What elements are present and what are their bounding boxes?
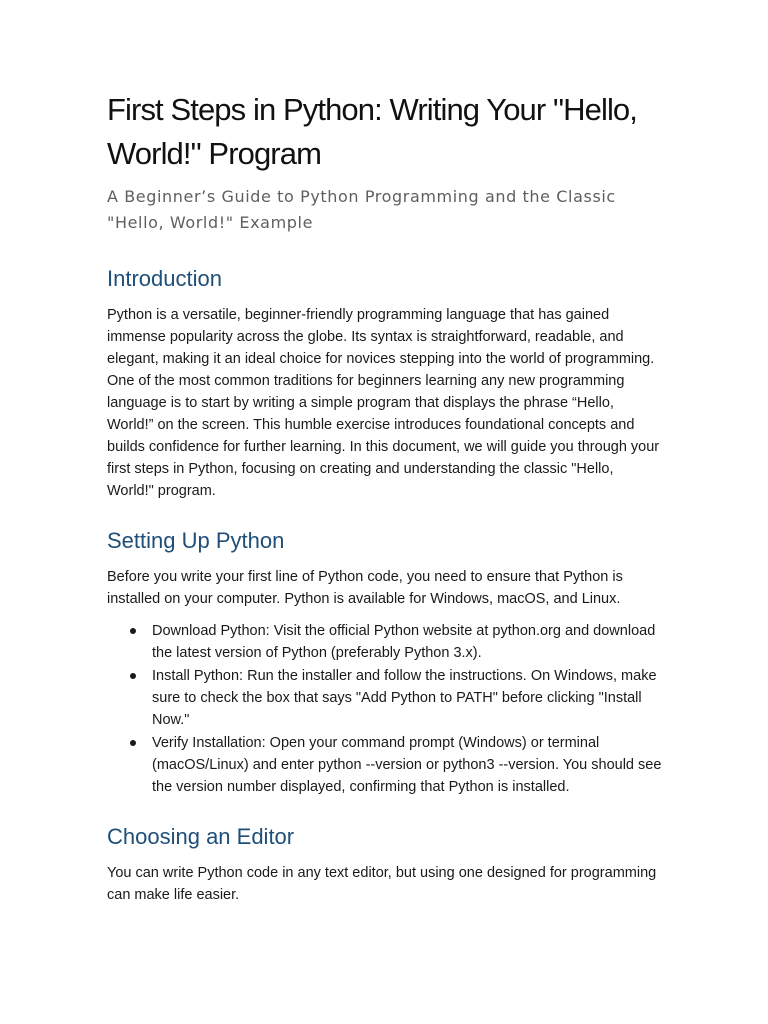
document-page	[107, 88, 663, 906]
list-item-text: Verify Installation: Open your command prompt (Windows) or terminal (macOS/Linux) and enter python --version or python3 --version. You should see the version number displayed, confirming that Python is installed.	[152, 735, 662, 795]
introduction-paragraph: Python is a versatile, beginner-friendly programming language that has gained immense popularity across the globe. Its syntax is straightforward, readable, and elegant, making it an ideal choice for novices stepping into the world of programming. One of the most common traditions for beginners learning any new programming language is to start by writing a simple program that displays the phrase “Hello, World!” on the screen. This humble exercise introduces foundational concepts and builds confidence for further learning. In this document, we will guide you through your first steps in Python, focusing on creating and understanding the classic "Hello, World!" program.	[107, 307, 660, 499]
section-introduction	[107, 264, 663, 502]
list-item	[152, 665, 663, 731]
list-item-text: Download Python: Visit the official Python website at python.org and download the latest version of Python (preferably Python 3.x).	[152, 623, 656, 661]
list-item-text: Install Python: Run the installer and follow the instructions. On Windows, make sure to check the box that says "Add Python to PATH" before clicking "Install Now."	[152, 668, 657, 728]
bullet-icon	[130, 628, 136, 634]
section-setting-up-python	[107, 526, 663, 798]
section-choosing-an-editor	[107, 822, 663, 906]
document-title: First Steps in Python: Writing Your "Hello, World!" Program	[107, 92, 637, 171]
section-heading-choosing-an-editor: Choosing an Editor	[107, 824, 295, 849]
section-heading-introduction: Introduction	[107, 266, 222, 291]
bullet-icon	[130, 740, 136, 746]
section-heading-setting-up-python: Setting Up Python	[107, 528, 285, 553]
setup-steps-list	[107, 620, 663, 798]
list-item	[152, 620, 663, 664]
list-item	[152, 732, 663, 798]
document-subtitle: A Beginner’s Guide to Python Programming and the Classic "Hello, World!" Example	[107, 187, 616, 232]
setup-paragraph: Before you write your first line of Python code, you need to ensure that Python is installed on your computer. Python is available for Windows, macOS, and Linux.	[107, 569, 623, 607]
bullet-icon	[130, 673, 136, 679]
editor-paragraph: You can write Python code in any text editor, but using one designed for programming can make life easier.	[107, 865, 657, 903]
